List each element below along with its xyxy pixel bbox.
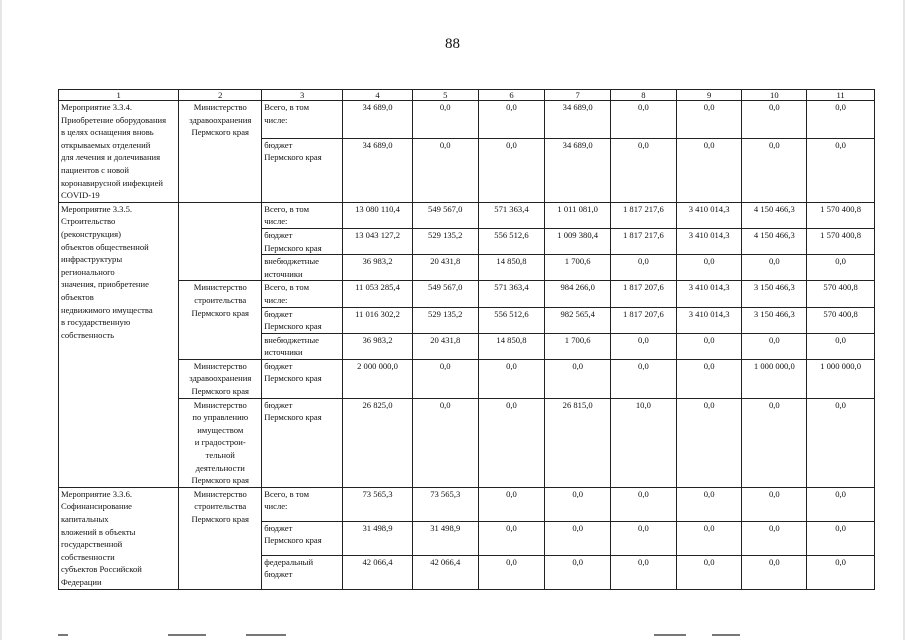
- amount-cell: 3 410 014,3: [676, 281, 742, 307]
- amount-cell: 73 565,3: [343, 487, 413, 521]
- amount-cell: 3 150 466,3: [742, 281, 807, 307]
- funding-source-cell: бюджет Пермского края: [262, 228, 343, 254]
- amount-cell: 0,0: [807, 398, 875, 487]
- amount-cell: 3 150 466,3: [742, 307, 807, 333]
- amount-cell: 36 983,2: [343, 333, 413, 359]
- amount-cell: 13 043 127,2: [343, 228, 413, 254]
- responsible-executor-cell: [179, 202, 262, 281]
- amount-cell: 1 817 217,6: [611, 228, 677, 254]
- amount-cell: 0,0: [676, 333, 742, 359]
- amount-cell: 0,0: [742, 521, 807, 555]
- measure-name-cell: Мероприятие 3.3.6. Софинансирование капитальных вложений в объекты государственной собственности субъектов Российской Федерации: [59, 487, 179, 589]
- amount-cell: 0,0: [807, 255, 875, 281]
- amount-cell: 31 498,9: [343, 521, 413, 555]
- amount-cell: 571 363,4: [478, 281, 545, 307]
- amount-cell: 0,0: [807, 487, 875, 521]
- amount-cell: 1 817 207,6: [611, 307, 677, 333]
- column-number: 11: [807, 90, 875, 101]
- responsible-executor-cell: Министерство по управлению имуществом и градострои- тельной деятельности Пермского края: [179, 398, 262, 487]
- amount-cell: 549 567,0: [412, 202, 478, 228]
- funding-source-cell: внебюджетные источники: [262, 333, 343, 359]
- funding-source-cell: бюджет Пермского края: [262, 398, 343, 487]
- amount-cell: 1 000 000,0: [807, 359, 875, 398]
- column-number: 2: [179, 90, 262, 101]
- funding-source-cell: федеральный бюджет: [262, 555, 343, 589]
- amount-cell: 0,0: [545, 359, 611, 398]
- amount-cell: 0,0: [611, 333, 677, 359]
- amount-cell: 0,0: [478, 359, 545, 398]
- funding-source-cell: Всего, в том числе:: [262, 101, 343, 139]
- amount-cell: 0,0: [676, 555, 742, 589]
- amount-cell: 0,0: [807, 521, 875, 555]
- amount-cell: 0,0: [478, 487, 545, 521]
- table-row: [59, 281, 875, 307]
- amount-cell: 20 431,8: [412, 255, 478, 281]
- amount-cell: 0,0: [611, 101, 677, 139]
- amount-cell: 4 150 466,3: [742, 228, 807, 254]
- amount-cell: 20 431,8: [412, 333, 478, 359]
- amount-cell: 0,0: [742, 555, 807, 589]
- amount-cell: 73 565,3: [412, 487, 478, 521]
- funding-source-cell: Всего, в том числе:: [262, 487, 343, 521]
- responsible-executor-cell: Министерство здравоохранения Пермского края: [179, 101, 262, 203]
- amount-cell: 0,0: [478, 555, 545, 589]
- funding-source-cell: внебюджетные источники: [262, 255, 343, 281]
- amount-cell: 571 363,4: [478, 202, 545, 228]
- table-row: [59, 101, 875, 139]
- column-number: 1: [59, 90, 179, 101]
- amount-cell: 36 983,2: [343, 255, 413, 281]
- page-footer-mark: [58, 634, 68, 636]
- funding-source-cell: Всего, в том числе:: [262, 281, 343, 307]
- page-footer-mark: [246, 634, 286, 636]
- funding-source-cell: бюджет Пермского края: [262, 359, 343, 398]
- amount-cell: 10,0: [611, 398, 677, 487]
- amount-cell: 34 689,0: [545, 138, 611, 202]
- amount-cell: 0,0: [478, 101, 545, 139]
- table-row: [59, 487, 875, 521]
- amount-cell: 0,0: [742, 101, 807, 139]
- amount-cell: 1 009 380,4: [545, 228, 611, 254]
- amount-cell: 3 410 014,3: [676, 228, 742, 254]
- amount-cell: 0,0: [676, 521, 742, 555]
- amount-cell: 982 565,4: [545, 307, 611, 333]
- measure-name-cell: Мероприятие 3.3.4. Приобретение оборудования в целях оснащения вновь открываемых отделений для лечения и долечивания пациентов с новой коронавирусной инфекцией COVID-19: [59, 101, 179, 203]
- amount-cell: 31 498,9: [412, 521, 478, 555]
- amount-cell: 549 567,0: [412, 281, 478, 307]
- amount-cell: 0,0: [807, 555, 875, 589]
- amount-cell: 570 400,8: [807, 281, 875, 307]
- amount-cell: 0,0: [807, 101, 875, 139]
- amount-cell: 556 512,6: [478, 307, 545, 333]
- table-row: [59, 202, 875, 228]
- column-number: 7: [545, 90, 611, 101]
- amount-cell: 0,0: [545, 555, 611, 589]
- amount-cell: 0,0: [611, 555, 677, 589]
- amount-cell: 0,0: [807, 138, 875, 202]
- column-number: 10: [742, 90, 807, 101]
- column-number: 4: [343, 90, 413, 101]
- amount-cell: 34 689,0: [343, 138, 413, 202]
- amount-cell: 0,0: [478, 521, 545, 555]
- amount-cell: 556 512,6: [478, 228, 545, 254]
- amount-cell: 0,0: [478, 138, 545, 202]
- funding-source-cell: бюджет Пермского края: [262, 138, 343, 202]
- amount-cell: 0,0: [742, 255, 807, 281]
- amount-cell: 1 817 207,6: [611, 281, 677, 307]
- column-number: 6: [478, 90, 545, 101]
- measure-name-cell: Мероприятие 3.3.5. Строительство (реконструкция) объектов общественной инфраструктуры регионального значения, приобретение объектов недвижимого имущества в государственную собственность: [59, 202, 179, 487]
- responsible-executor-cell: Министерство строительства Пермского края: [179, 281, 262, 360]
- amount-cell: 14 850,8: [478, 255, 545, 281]
- amount-cell: 0,0: [676, 138, 742, 202]
- amount-cell: 0,0: [676, 101, 742, 139]
- amount-cell: 0,0: [742, 138, 807, 202]
- table-row: [59, 398, 875, 487]
- amount-cell: 0,0: [742, 398, 807, 487]
- table-row: [59, 359, 875, 398]
- amount-cell: 570 400,8: [807, 307, 875, 333]
- amount-cell: 0,0: [412, 359, 478, 398]
- amount-cell: 1 570 400,8: [807, 228, 875, 254]
- amount-cell: 13 080 110,4: [343, 202, 413, 228]
- amount-cell: 14 850,8: [478, 333, 545, 359]
- amount-cell: 0,0: [742, 333, 807, 359]
- page-footer-mark: [654, 634, 686, 636]
- funding-source-cell: Всего, в том числе:: [262, 202, 343, 228]
- amount-cell: 1 570 400,8: [807, 202, 875, 228]
- funding-source-cell: бюджет Пермского края: [262, 521, 343, 555]
- amount-cell: 0,0: [545, 521, 611, 555]
- column-number-row: [59, 90, 875, 101]
- amount-cell: 0,0: [412, 138, 478, 202]
- amount-cell: 529 135,2: [412, 228, 478, 254]
- page-footer-mark: [712, 634, 740, 636]
- amount-cell: 26 815,0: [545, 398, 611, 487]
- column-number: 5: [412, 90, 478, 101]
- amount-cell: 529 135,2: [412, 307, 478, 333]
- column-number: 8: [611, 90, 677, 101]
- amount-cell: 1 000 000,0: [742, 359, 807, 398]
- amount-cell: 2 000 000,0: [343, 359, 413, 398]
- amount-cell: 3 410 014,3: [676, 307, 742, 333]
- amount-cell: 0,0: [611, 521, 677, 555]
- amount-cell: 0,0: [611, 138, 677, 202]
- amount-cell: 1 011 081,0: [545, 202, 611, 228]
- page-footer-mark: [168, 634, 206, 636]
- amount-cell: 1 700,6: [545, 333, 611, 359]
- amount-cell: 0,0: [478, 398, 545, 487]
- budget-table: [58, 89, 875, 590]
- column-number: 3: [262, 90, 343, 101]
- amount-cell: 0,0: [807, 333, 875, 359]
- amount-cell: 34 689,0: [545, 101, 611, 139]
- amount-cell: 11 053 285,4: [343, 281, 413, 307]
- funding-source-cell: бюджет Пермского края: [262, 307, 343, 333]
- amount-cell: 0,0: [676, 398, 742, 487]
- amount-cell: 0,0: [676, 359, 742, 398]
- amount-cell: 0,0: [676, 487, 742, 521]
- amount-cell: 0,0: [742, 487, 807, 521]
- amount-cell: 42 066,4: [412, 555, 478, 589]
- amount-cell: 42 066,4: [343, 555, 413, 589]
- amount-cell: 984 266,0: [545, 281, 611, 307]
- column-number: 9: [676, 90, 742, 101]
- amount-cell: 0,0: [545, 487, 611, 521]
- amount-cell: 0,0: [676, 255, 742, 281]
- amount-cell: 11 016 302,2: [343, 307, 413, 333]
- responsible-executor-cell: Министерство строительства Пермского края: [179, 487, 262, 589]
- amount-cell: 34 689,0: [343, 101, 413, 139]
- amount-cell: 1 700,6: [545, 255, 611, 281]
- amount-cell: 1 817 217,6: [611, 202, 677, 228]
- amount-cell: 0,0: [412, 398, 478, 487]
- amount-cell: 0,0: [611, 359, 677, 398]
- scan-edge-left: [0, 0, 2, 640]
- amount-cell: 4 150 466,3: [742, 202, 807, 228]
- page-number: 88: [445, 36, 460, 52]
- amount-cell: 26 825,0: [343, 398, 413, 487]
- amount-cell: 3 410 014,3: [676, 202, 742, 228]
- amount-cell: 0,0: [611, 487, 677, 521]
- amount-cell: 0,0: [412, 101, 478, 139]
- amount-cell: 0,0: [611, 255, 677, 281]
- responsible-executor-cell: Министерство здравоохранения Пермского края: [179, 359, 262, 398]
